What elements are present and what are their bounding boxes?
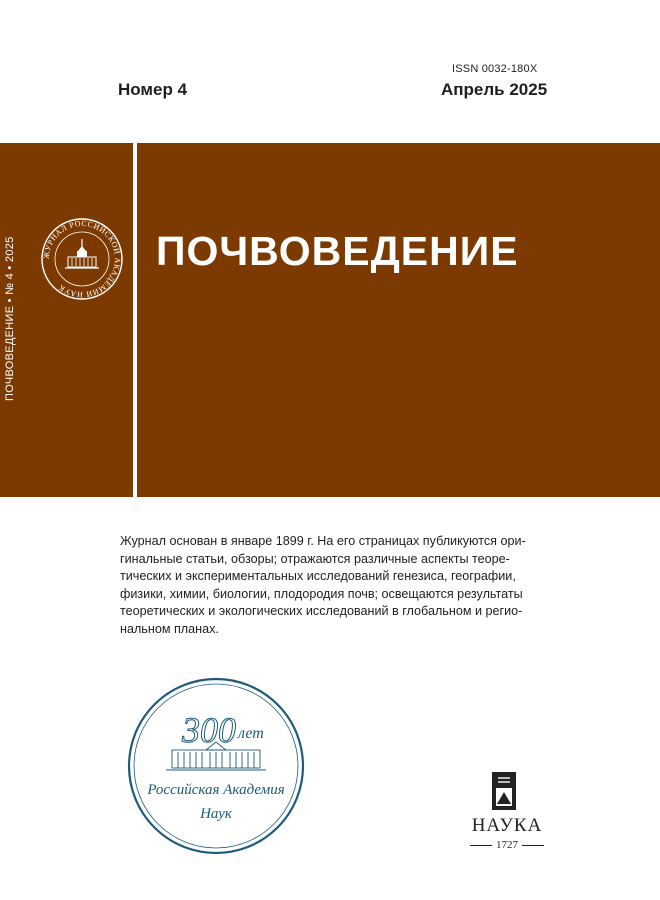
anniversary-word: лет	[238, 725, 264, 742]
spine-strip	[0, 143, 133, 497]
title-band	[0, 143, 660, 497]
issn: ISSN 0032-180X	[452, 63, 538, 75]
anniversary-number: 300	[182, 710, 236, 750]
academy-emblem-icon	[40, 217, 124, 301]
anniversary-line2: Наук	[200, 806, 232, 822]
publisher-name: НАУКА	[471, 815, 543, 836]
journal-title: ПОЧВОВЕДЕНИЕ	[156, 228, 519, 274]
anniversary-line1: Российская Академия	[147, 782, 285, 798]
publisher-year-text: 1727	[496, 839, 518, 851]
description-line: тических и экспериментальных исследований генезиса, географии,	[120, 569, 516, 584]
spine-text: ПОЧВОВЕДЕНИЕ • № 4 • 2025	[4, 236, 16, 401]
description-line: гинальные статьи, обзоры; отражаются различные аспекты теоре-	[120, 551, 510, 566]
emblem-ring-text: ЖУРНАЛ РОССИЙСКОЙ АКАДЕМИИ НАУК	[41, 218, 123, 300]
description-line: нальном планах.	[120, 621, 219, 636]
band-divider	[133, 143, 137, 497]
description-line: теоретических и экологических исследований в глобальном и регио-	[120, 604, 523, 619]
journal-description	[120, 533, 556, 639]
description-line: Журнал основан в январе 1899 г. На его страницах публикуются ори-	[120, 534, 526, 548]
publisher-year	[462, 839, 552, 851]
academy-300-years-logo	[126, 676, 306, 856]
issue-date: Апрель 2025	[441, 80, 548, 99]
issue-number: Номер 4	[118, 80, 188, 99]
description-line: физики, химии, биологии, плодородия почв; освещаются результаты	[120, 586, 523, 601]
